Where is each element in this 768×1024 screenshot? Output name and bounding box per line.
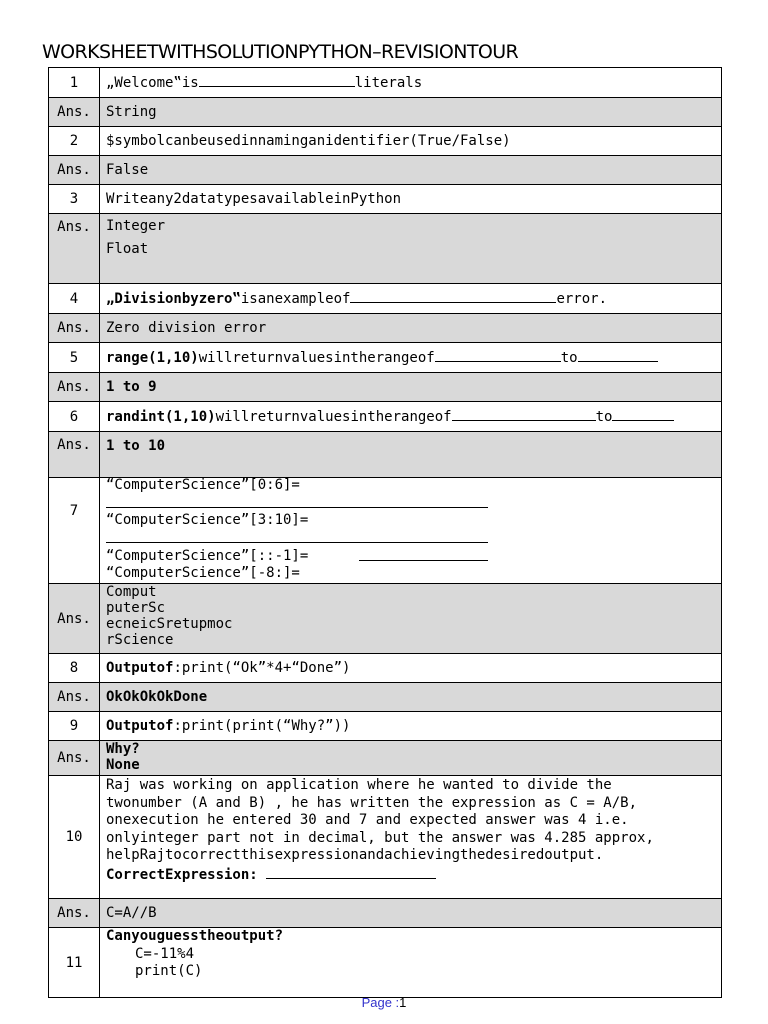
question-number: 2 xyxy=(49,127,100,156)
answer-row-5 xyxy=(49,373,722,402)
page-label: Page : xyxy=(361,995,400,1010)
answer-row-4 xyxy=(49,314,722,343)
question-row-9 xyxy=(49,712,722,741)
page-number: 1 xyxy=(399,995,407,1010)
question-row-6 xyxy=(49,402,722,432)
answer-row-8 xyxy=(49,683,722,712)
answer-row-2 xyxy=(49,156,722,185)
answer-label: Ans. xyxy=(49,373,100,402)
answer-text: Comput puterSc ecneicSretupmoc rScience xyxy=(100,584,722,654)
question-row-3 xyxy=(49,185,722,214)
question-text: Outputof:print(“Ok”*4+“Done”) xyxy=(100,654,722,683)
question-number: 4 xyxy=(49,284,100,314)
worksheet-table xyxy=(48,67,722,998)
question-row-2 xyxy=(49,127,722,156)
answer-label: Ans. xyxy=(49,314,100,343)
question-row-4 xyxy=(49,284,722,314)
answer-label: Ans. xyxy=(49,98,100,127)
answer-text: OkOkOkOkDone xyxy=(100,683,722,712)
question-row-8 xyxy=(49,654,722,683)
answer-text: False xyxy=(100,156,722,185)
question-number: 10 xyxy=(49,776,100,899)
question-number: 11 xyxy=(49,928,100,998)
answer-label: Ans. xyxy=(49,899,100,928)
answer-text: 1 to 10 xyxy=(100,432,722,478)
answer-label: Ans. xyxy=(49,584,100,654)
answer-row-7 xyxy=(49,584,722,654)
question-text: range(1,10)willreturnvaluesintherangeof to xyxy=(100,343,722,373)
answer-label: Ans. xyxy=(49,741,100,776)
answer-text: Zero division error xyxy=(100,314,722,343)
answer-label: Ans. xyxy=(49,432,100,478)
question-number: 7 xyxy=(49,478,100,584)
answer-text: Integer Float xyxy=(100,214,722,284)
answer-text: C=A//B xyxy=(100,899,722,928)
question-text: “ComputerScience”[0:6]= “ComputerScience”[3:10]= “ComputerScience”[::-1]= “ComputerScience”[-8:]= xyxy=(100,478,722,584)
question-number: 6 xyxy=(49,402,100,432)
answer-label: Ans. xyxy=(49,156,100,185)
question-text: Writeany2datatypesavailableinPython xyxy=(100,185,722,214)
question-text: Outputof:print(print(“Why?”)) xyxy=(100,712,722,741)
question-row-5 xyxy=(49,343,722,373)
question-text: $symbolcanbeusedinnaminganidentifier(True/False) xyxy=(100,127,722,156)
question-number: 3 xyxy=(49,185,100,214)
question-text: „Welcome‟is literals xyxy=(100,68,722,98)
question-row-11 xyxy=(49,928,722,998)
question-text: Raj was working on application where he wanted to divide the twonumber (A and B) , he has written the expression as C = A/B, onexecution he entered 30 and 7 and expected answer was 4 i.e. onlyinteger part not in decimal, but the answer was 4.285 approx, helpRajtocorrectthisexpressionandachievingthedesiredoutput. CorrectExpression: xyxy=(100,776,722,899)
answer-label: Ans. xyxy=(49,214,100,284)
question-number: 9 xyxy=(49,712,100,741)
answer-row-3 xyxy=(49,214,722,284)
answer-row-6 xyxy=(49,432,722,478)
answer-text: 1 to 9 xyxy=(100,373,722,402)
question-number: 1 xyxy=(49,68,100,98)
question-row-10 xyxy=(49,776,722,899)
question-number: 8 xyxy=(49,654,100,683)
question-row-7 xyxy=(49,478,722,584)
question-text: „Divisionbyzero‟isanexampleof error. xyxy=(100,284,722,314)
answer-row-10 xyxy=(49,899,722,928)
question-number: 5 xyxy=(49,343,100,373)
answer-text: Why? None xyxy=(100,741,722,776)
question-text: Canyouguesstheoutput? C=-11%4 print(C) xyxy=(100,928,722,998)
answer-text: String xyxy=(100,98,722,127)
page-footer xyxy=(0,995,768,1010)
answer-label: Ans. xyxy=(49,683,100,712)
question-row-1 xyxy=(49,68,722,98)
answer-row-9 xyxy=(49,741,722,776)
worksheet-title: WORKSHEETWITHSOLUTIONPYTHON–REVISIONTOUR xyxy=(42,41,519,63)
answer-row-1 xyxy=(49,98,722,127)
question-text: randint(1,10)willreturnvaluesintherangeof to xyxy=(100,402,722,432)
